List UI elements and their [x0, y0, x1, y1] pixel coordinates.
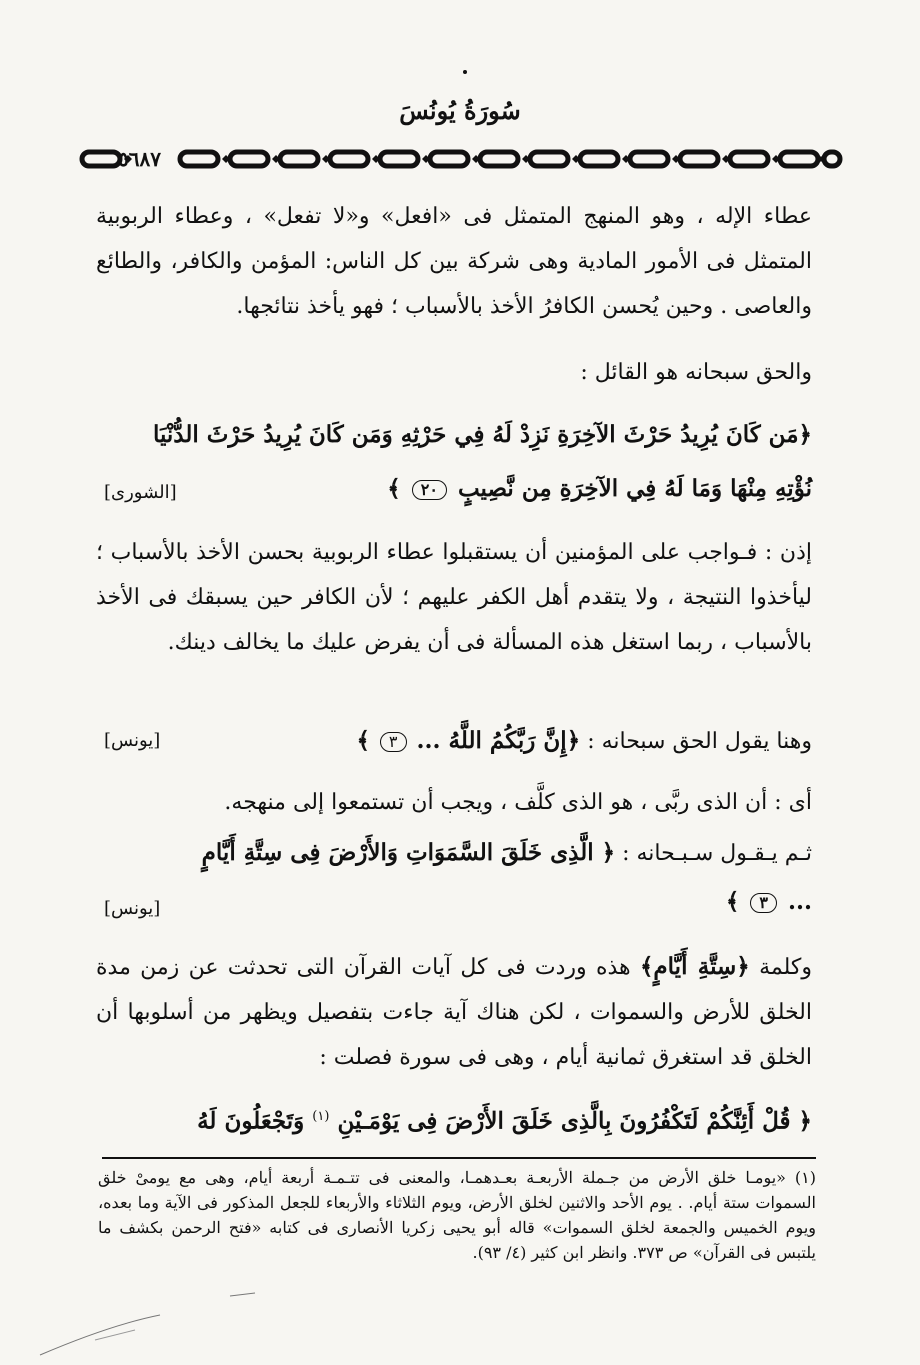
verse-close-bracket: ﴾ [356, 727, 370, 754]
verse-1-line-2-text: نُؤْتِهِ مِنْهَا وَمَا لَهُ فِي الآخِرَةِ مِن نَّصِيبٍ [457, 475, 812, 502]
verse-number-badge: ٣ [750, 893, 777, 913]
footnote: (١) «يومـا خلق الأرض من جـملة الأربعـة بعـدهمـا، والمعنى فى تتـمـة أربعة أيام، وهى مع يومىْ خلق السموات ستة أيام. . يوم الأحد والاثنين لخلق الأرض، ويوم الثلاثاء والأربعاء للجعل المذكور فى الآية وما بعده، ويوم الخميس والجمعة لخلق السموات» قاله أبو يحيى زكريا الأنصارى فى كتابه «فتح الرحمن بكشف ما يلتبس فى القرآن» ص ٣٧٣. وانظر ابن كثير (٤/ ٩٣). [98, 1168, 816, 1262]
verse-3-intro: ثـم يـقـول سـبـحانه : [622, 841, 812, 866]
verse-4-continuation: وَتَجْعَلُونَ لَهُ [197, 1107, 305, 1135]
verse-close-bracket: ﴾ [387, 475, 401, 502]
paragraph-4-text: أى : أن الذى ربَّى ، هو الذى كلَّف ، ويجب أن تستمعوا إلى منهجه. [224, 790, 812, 815]
paragraph-5-before: وكلمة [759, 955, 812, 980]
verse-3-text: ﴿ الَّذِى خَلَقَ السَّمَوَاتِ وَالأَرْضَ فِى سِتَّةِ أَيَّامٍ [201, 839, 616, 866]
surah-reference-yunus: [يونس] [104, 730, 161, 751]
verse-number-badge: ٣ [380, 732, 407, 752]
verse-3-ellipsis: ... [787, 888, 812, 915]
paragraph-5-after: هذه وردت فى كل آيات القرآن التى تحدثت عن زمن مدة الخلق للأرض والسموات ، لكن هناك آية جاءت بتفصيل ويظهر من أسلوبها أن الخلق قد استغرق ثمانية أيام ، وهى فى سورة فصلت : [96, 955, 812, 1070]
paragraph-3-text: إذن : فـواجب على المؤمنين أن يستقبلوا عطاء الربوبية بحسن الأخذ بالأسباب ؛ ليأخذوا النتيجة ، ولا يتقدم أهل الكفر عليهم ؛ لأن الكافر حين يسبقك فى الأخذ بالأسباب ، ربما استغل هذه المسألة فى أن يفرض عليك ما يخالف دينك. [96, 540, 812, 655]
paragraph-2-text: والحق سبحانه هو القائل : [580, 360, 812, 385]
surah-reference-yunus-2: [يونس] [104, 898, 161, 919]
paragraph-1-text: عطاء الإله ، وهو المنهج المتمثل فى «افعل» و«لا تفعل» ، وعطاء الربوبية المتمثل فى الأمور المادية وهى شركة بين كل الناس: المؤمن والكافر، والطائع والعاصى . وحين يُحسن الكافرُ الأخذ بالأسباب ؛ فهو يأخذ نتائجها. [96, 204, 812, 319]
footnote-marker[interactable]: (١) [312, 1109, 330, 1124]
surah-reference-shura: [الشورى] [104, 482, 177, 503]
verse-4-text: ﴿ قُلْ أَئِنَّكُمْ لَتَكْفُرُونَ بِالَّذِى خَلَقَ الأَرْضَ فِى يَوْمَـيْنِ [337, 1107, 812, 1135]
verse-close-bracket: ﴾ [725, 888, 740, 915]
surah-header-title: سُورَةُ يُونُسَ [399, 96, 521, 125]
verse-1-line-1: ﴿مَن كَانَ يُرِيدُ حَرْثَ الآخِرَةِ نَزِدْ لَهُ فِي حَرْثِهِ وَمَن كَانَ يُرِيدُ حَرْثَ الدُّنْيَا [152, 421, 812, 448]
verse-2-text: ﴿إِنَّ رَبَّكُمُ اللَّهُ ... [416, 727, 581, 754]
page-number: ٥٦٨٧ [118, 147, 161, 171]
verse-number-badge: ٢٠ [412, 480, 447, 500]
verse-2-intro: وهنا يقول الحق سبحانه : [587, 729, 812, 754]
paragraph-5-quran-phrase: ﴿سِتَّةِ أَيَّامٍ﴾ [639, 953, 750, 980]
